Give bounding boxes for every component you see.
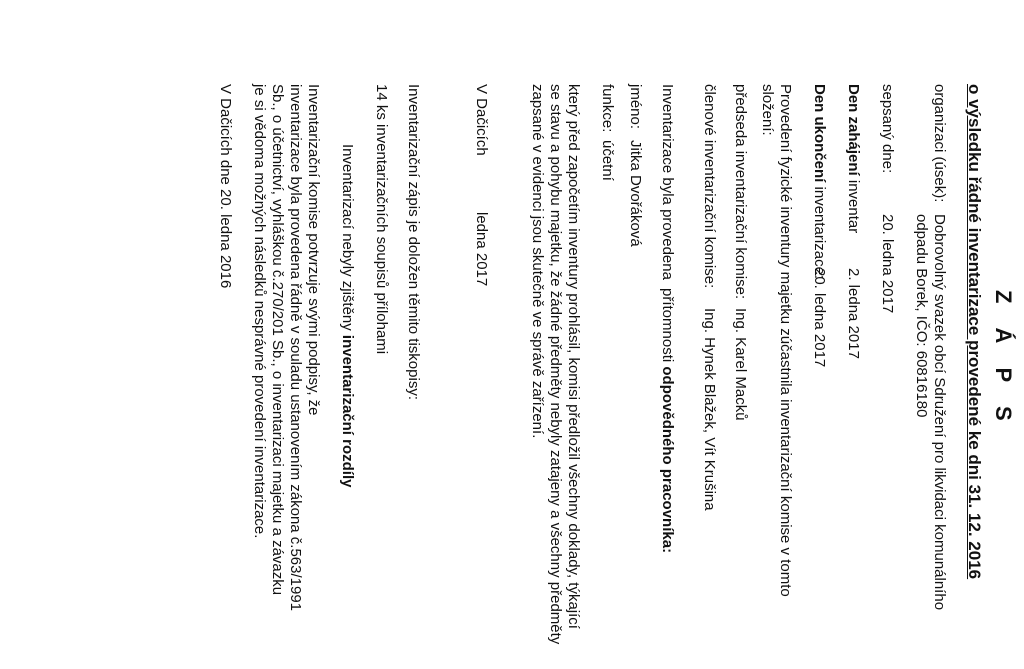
predseda-label: předseda inventarizační komise: — [732, 84, 749, 300]
sepsany-label: sepsaný dne: — [879, 84, 896, 174]
start-label-bold: Den zahájení — [845, 84, 862, 176]
funkce-value: účetní — [599, 140, 616, 181]
soupisu-count: 14 ks inventarizačních soupisů přílohami — [373, 84, 390, 355]
provedena-presence — [658, 288, 676, 553]
document-title: Z Á P S — [991, 290, 1016, 430]
funkce-label: funkce: — [599, 84, 616, 133]
sepsany-value: 20. ledna 2017 — [879, 214, 896, 314]
jmeno-label: jméno: — [627, 84, 644, 130]
confirm-line1: Inventarizační komise potvrzuje svými podpisy, že — [305, 84, 322, 416]
provedena-presence-text: přítomnosti — [659, 288, 676, 367]
confirm-line4: je si vědoma možných následků nesprávné provedení inventarizace. — [251, 84, 268, 539]
place-date-final: V Dačicích dne 20. ledna 2016 — [217, 84, 234, 289]
place-date-month: ledna 2017 — [473, 212, 490, 287]
confirm-line2: inventarizace byla provedena řádně v souladu ustanovením zákona č.563/1991 — [287, 84, 304, 612]
rozdily-text: Inventarizací nebyly zjištěny — [339, 144, 356, 335]
org-value-line1: Dobrovolný svazek obcí Sdružení pro likvidaci komunálního — [931, 214, 948, 611]
provedeni-line2: složení: — [759, 84, 776, 136]
jmeno-value: Jitka Dvořáková — [627, 140, 644, 247]
end-label-bold: Den ukončení — [811, 84, 828, 183]
confirm-line3: Sb., o účetnictví, vyhláškou č.270/201 Sb., o inventarizaci majetku a závazku — [269, 84, 286, 596]
end-label-rest: inventarizace: — [811, 182, 828, 280]
org-label: organizaci (úsek): — [931, 84, 948, 203]
clenove-value: Ing. Hynek Blažek, Vít Krušina — [701, 308, 718, 511]
end-label — [810, 84, 828, 279]
start-label — [844, 84, 862, 233]
statement-line3: zapsané v evidenci jsou skutečně ve správě zařízení. — [529, 84, 546, 439]
statement-line2: se stavu a pohybu majetku, že žádné předměty nebyly zatajeny a všechny předměty — [547, 84, 564, 645]
predseda-value: Ing. Karel Macků — [732, 308, 749, 421]
provedena-label: Inventarizace byla provedena — [659, 84, 676, 280]
document-subtitle: o výsledku řádné inventarizace provedené ke dni 31. 12. 2016 — [965, 84, 984, 580]
start-label-rest: inventar — [845, 175, 862, 234]
attachments-note: Inventarizační zápis je doložen těmito tiskopisy: — [405, 84, 422, 400]
provedeni-line1: Provedení fyzické inventury majetku zúčastnila inventarizační komise v tomto — [777, 84, 794, 597]
org-value-line2: odpadu Borek, IČO: 60816180 — [913, 214, 930, 418]
place-date-first: V Dačicích — [473, 84, 490, 156]
clenove-label: členové inventarizační komise: — [701, 84, 718, 289]
rozdily-bold: inventarizační rozdíly — [339, 334, 356, 488]
start-value: 2. ledna 2017 — [845, 268, 862, 359]
provedena-responsible: odpovědného pracovníka: — [659, 366, 676, 554]
rozdily-note — [338, 144, 356, 487]
end-value: 20. ledna 2017 — [811, 268, 828, 368]
statement-line1: který před započetím inventury prohlásil, komisi předložil všechny doklady, týkající — [565, 84, 582, 629]
